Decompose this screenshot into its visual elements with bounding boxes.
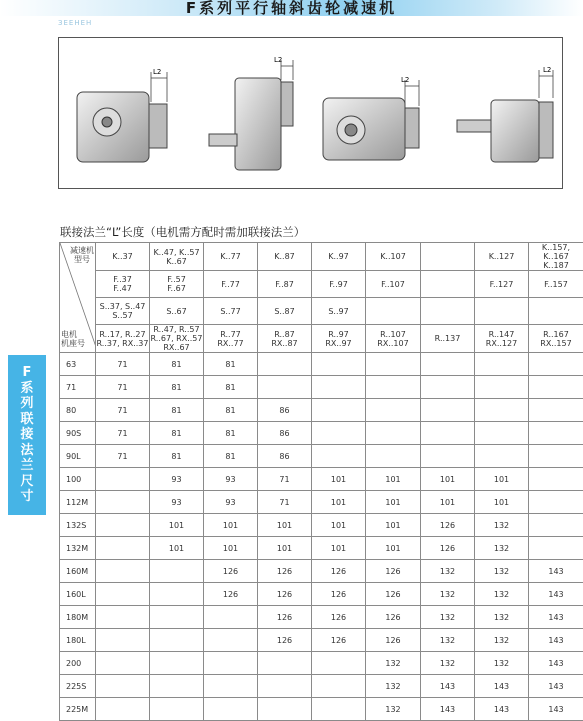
motor-frame-cell: 112M <box>60 491 96 514</box>
header-cell <box>150 325 204 353</box>
header-cell-text: R..147 RX..127 <box>485 329 518 348</box>
header-cell <box>529 325 583 353</box>
table-row <box>60 560 583 583</box>
header-cell <box>96 271 150 298</box>
flange-length-cell <box>96 629 150 652</box>
flange-length-cell: 132 <box>475 560 529 583</box>
flange-length-cell: 101 <box>366 468 421 491</box>
flange-length-cell: 71 <box>258 491 312 514</box>
header-cell-text: K..47, K..57 K..67 <box>153 247 200 266</box>
flange-length-cell <box>258 376 312 399</box>
flange-length-cell: 132 <box>475 537 529 560</box>
header-cell-text: R..87 RX..87 <box>271 329 298 348</box>
flange-length-cell <box>529 537 583 560</box>
reducer-f-drawing <box>209 56 293 170</box>
flange-length-cell: 126 <box>312 606 366 629</box>
motor-frame-cell: 200 <box>60 652 96 675</box>
flange-length-cell <box>312 399 366 422</box>
header-cell-text: F..37 F..47 <box>113 275 132 293</box>
side-tab-label <box>20 365 33 505</box>
side-tab-char: 列 <box>20 396 34 412</box>
header-cell <box>475 243 529 271</box>
flange-length-cell: 132 <box>475 629 529 652</box>
header-cell-text: K..97 <box>328 252 349 261</box>
flange-length-cell: 143 <box>421 698 475 721</box>
header-cell <box>475 325 529 353</box>
header-cell-text: F..127 <box>489 279 514 289</box>
header-row <box>60 325 583 353</box>
header-cell-text: K..37 <box>112 252 133 261</box>
table-row <box>60 629 583 652</box>
motor-frame-cell: 132M <box>60 537 96 560</box>
flange-length-cell <box>96 583 150 606</box>
header-cell-text: F..87 <box>275 279 294 289</box>
header-cell-text: S..97 <box>328 306 349 316</box>
flange-length-cell: 101 <box>312 514 366 537</box>
header-cell <box>96 325 150 353</box>
flange-length-cell <box>312 698 366 721</box>
side-tab-char: 接 <box>20 427 34 443</box>
header-cell <box>421 271 475 298</box>
header-cell <box>204 325 258 353</box>
header-cell <box>150 271 204 298</box>
header-cell <box>258 325 312 353</box>
flange-length-cell: 143 <box>475 698 529 721</box>
flange-length-cell: 101 <box>366 514 421 537</box>
header-cell-text: F..77 <box>221 279 240 289</box>
header-cell <box>96 243 150 271</box>
header-cell <box>366 298 421 325</box>
table-row <box>60 583 583 606</box>
flange-length-cell: 71 <box>96 353 150 376</box>
flange-length-cell <box>312 652 366 675</box>
motor-frame-cell: 90S <box>60 422 96 445</box>
flange-length-cell <box>150 629 204 652</box>
flange-length-cell <box>96 652 150 675</box>
flange-length-cell <box>96 675 150 698</box>
motor-frame-cell: 160M <box>60 560 96 583</box>
flange-length-cell <box>96 606 150 629</box>
header-cell-text: R..47, R..57 R..67, RX..57 RX..67 <box>150 325 203 352</box>
flange-length-cell <box>150 560 204 583</box>
flange-length-cell: 81 <box>150 445 204 468</box>
top-banner <box>0 0 583 16</box>
flange-length-cell: 143 <box>421 675 475 698</box>
flange-length-table <box>59 242 583 721</box>
flange-length-cell <box>204 698 258 721</box>
flange-length-cell <box>421 353 475 376</box>
flange-length-cell: 126 <box>366 629 421 652</box>
flange-length-cell: 132 <box>366 675 421 698</box>
flange-length-cell: 93 <box>150 491 204 514</box>
flange-length-cell <box>312 445 366 468</box>
l2-label-4: L2 <box>543 66 552 74</box>
header-cell-text: K..77 <box>220 252 241 261</box>
flange-length-cell <box>204 675 258 698</box>
header-cell <box>312 243 366 271</box>
corner-label-motor-frame: 电机 机座号 <box>61 330 85 348</box>
header-cell-text: F..157 <box>544 279 568 289</box>
header-cell-text: R..17, R..27 R..37, RX..37 <box>96 329 149 348</box>
flange-length-cell: 101 <box>366 491 421 514</box>
motor-frame-cell: 80 <box>60 399 96 422</box>
side-tab-char: 寸 <box>20 489 34 505</box>
flange-length-cell: 126 <box>312 560 366 583</box>
flange-length-cell <box>529 353 583 376</box>
side-tab-char: 兰 <box>20 458 34 474</box>
side-tab-char: 联 <box>20 411 34 427</box>
flange-length-cell <box>475 376 529 399</box>
flange-length-cell: 132 <box>475 652 529 675</box>
header-cell <box>150 298 204 325</box>
flange-length-cell: 101 <box>475 491 529 514</box>
flange-length-cell: 101 <box>258 514 312 537</box>
flange-length-cell <box>96 537 150 560</box>
header-cell <box>529 271 583 298</box>
flange-length-cell: 126 <box>421 514 475 537</box>
flange-length-cell <box>96 468 150 491</box>
flange-length-cell <box>204 606 258 629</box>
flange-length-cell: 81 <box>204 445 258 468</box>
flange-length-cell: 101 <box>312 537 366 560</box>
table-row <box>60 376 583 399</box>
motor-frame-cell: 71 <box>60 376 96 399</box>
flange-length-cell <box>258 698 312 721</box>
corner-label-reducer-model: 减速机 型号 <box>70 246 94 264</box>
flange-length-cell <box>366 353 421 376</box>
flange-length-cell: 143 <box>529 583 583 606</box>
header-cell <box>529 243 583 271</box>
header-cell <box>204 271 258 298</box>
flange-length-cell: 143 <box>529 675 583 698</box>
flange-length-cell <box>421 376 475 399</box>
motor-frame-cell: 180M <box>60 606 96 629</box>
flange-length-cell: 101 <box>258 537 312 560</box>
reducer-r-drawing <box>457 66 553 162</box>
header-cell-text: F..57 F..67 <box>167 275 186 293</box>
flange-length-cell: 71 <box>96 399 150 422</box>
table-row <box>60 537 583 560</box>
flange-length-cell: 132 <box>421 606 475 629</box>
flange-length-cell: 126 <box>258 560 312 583</box>
header-cell-text: R..77 RX..77 <box>217 329 244 348</box>
reducer-s-drawing <box>323 76 419 160</box>
flange-length-cell <box>529 445 583 468</box>
flange-length-cell: 81 <box>150 353 204 376</box>
header-cell <box>312 325 366 353</box>
flange-length-cell <box>529 468 583 491</box>
flange-length-cell <box>258 353 312 376</box>
header-cell <box>258 298 312 325</box>
flange-length-cell <box>475 353 529 376</box>
header-cell <box>475 298 529 325</box>
flange-length-cell: 132 <box>421 560 475 583</box>
side-tab-char: 系 <box>20 380 34 396</box>
side-tab-char: 尺 <box>20 473 34 489</box>
flange-length-cell: 86 <box>258 422 312 445</box>
header-row <box>60 271 583 298</box>
flange-length-cell <box>96 560 150 583</box>
flange-length-cell <box>150 606 204 629</box>
header-cell <box>421 325 475 353</box>
flange-length-cell: 93 <box>204 468 258 491</box>
header-cell <box>204 298 258 325</box>
header-cell-text: R..137 <box>434 334 461 343</box>
flange-length-cell: 101 <box>475 468 529 491</box>
flange-length-cell <box>529 491 583 514</box>
reducer-figure-panel <box>58 37 563 189</box>
flange-length-cell: 132 <box>421 629 475 652</box>
flange-length-cell <box>366 376 421 399</box>
flange-length-cell: 132 <box>475 514 529 537</box>
flange-length-cell: 71 <box>96 376 150 399</box>
flange-length-cell <box>204 652 258 675</box>
flange-length-cell: 132 <box>366 698 421 721</box>
header-row <box>60 243 583 271</box>
table-row <box>60 606 583 629</box>
flange-length-cell <box>312 353 366 376</box>
flange-length-cell: 101 <box>150 537 204 560</box>
header-cell <box>150 243 204 271</box>
header-cell <box>312 298 366 325</box>
flange-length-cell <box>421 399 475 422</box>
flange-length-cell: 126 <box>366 606 421 629</box>
table-row <box>60 675 583 698</box>
header-cell <box>475 271 529 298</box>
flange-length-cell: 101 <box>366 537 421 560</box>
flange-length-cell <box>366 445 421 468</box>
flange-length-cell: 93 <box>204 491 258 514</box>
header-cell <box>366 325 421 353</box>
flange-length-cell: 71 <box>258 468 312 491</box>
flange-length-cell: 143 <box>529 606 583 629</box>
header-cell <box>96 298 150 325</box>
flange-length-cell <box>312 422 366 445</box>
header-cell-text: R..167 RX..157 <box>540 329 572 348</box>
corner-header-cell <box>60 243 96 353</box>
header-cell-text: R..107 RX..107 <box>377 329 409 348</box>
flange-length-cell: 126 <box>366 583 421 606</box>
l2-label-2: L2 <box>274 56 283 64</box>
header-cell <box>258 271 312 298</box>
flange-length-cell: 126 <box>258 606 312 629</box>
flange-length-cell <box>150 583 204 606</box>
flange-length-cell <box>150 698 204 721</box>
header-cell <box>421 243 475 271</box>
flange-length-cell: 126 <box>204 560 258 583</box>
header-cell <box>204 243 258 271</box>
flange-length-cell: 126 <box>258 583 312 606</box>
table-row <box>60 468 583 491</box>
table-row <box>60 652 583 675</box>
flange-length-cell: 101 <box>150 514 204 537</box>
table-row <box>60 698 583 721</box>
flange-length-cell: 81 <box>204 422 258 445</box>
motor-frame-cell: 225M <box>60 698 96 721</box>
flange-length-cell <box>150 675 204 698</box>
header-cell-text: F..107 <box>381 279 405 289</box>
header-cell-text: S..77 <box>220 306 241 316</box>
table-row <box>60 399 583 422</box>
header-faint-text: ЗЕЕНЕН <box>58 19 93 27</box>
motor-frame-cell: 160L <box>60 583 96 606</box>
flange-length-cell <box>475 399 529 422</box>
flange-length-cell: 71 <box>96 422 150 445</box>
flange-length-cell <box>529 376 583 399</box>
table-row <box>60 422 583 445</box>
flange-length-cell <box>529 422 583 445</box>
flange-length-cell <box>258 675 312 698</box>
table-row <box>60 353 583 376</box>
header-cell <box>312 271 366 298</box>
motor-frame-cell: 132S <box>60 514 96 537</box>
flange-length-cell: 86 <box>258 445 312 468</box>
header-cell <box>258 243 312 271</box>
flange-length-cell <box>96 698 150 721</box>
flange-length-cell: 81 <box>150 422 204 445</box>
flange-length-cell: 101 <box>312 491 366 514</box>
flange-length-cell: 101 <box>204 514 258 537</box>
flange-length-cell <box>421 445 475 468</box>
reducer-drawings <box>59 38 562 188</box>
table-row <box>60 445 583 468</box>
flange-length-cell: 101 <box>421 468 475 491</box>
flange-length-cell: 143 <box>475 675 529 698</box>
header-cell-text: F..97 <box>329 279 348 289</box>
flange-length-cell <box>475 422 529 445</box>
flange-length-cell: 143 <box>529 652 583 675</box>
flange-length-cell: 126 <box>421 537 475 560</box>
flange-length-cell <box>204 629 258 652</box>
flange-length-cell: 71 <box>96 445 150 468</box>
header-cell <box>366 271 421 298</box>
motor-frame-cell: 225S <box>60 675 96 698</box>
flange-length-cell: 81 <box>204 399 258 422</box>
header-cell-text: S..37, S..47 S..57 <box>99 302 146 320</box>
header-cell-text: R..97 RX..97 <box>325 329 352 348</box>
side-tab <box>8 355 46 515</box>
header-cell-text: K..157, K..167 K..187 <box>541 243 571 270</box>
flange-length-cell: 126 <box>258 629 312 652</box>
side-tab-char: F <box>22 365 32 381</box>
flange-length-cell <box>529 514 583 537</box>
header-cell-text: S..87 <box>274 306 295 316</box>
flange-length-cell: 132 <box>475 606 529 629</box>
flange-length-cell: 126 <box>204 583 258 606</box>
flange-length-cell <box>529 399 583 422</box>
flange-length-cell: 81 <box>150 399 204 422</box>
flange-length-cell: 93 <box>150 468 204 491</box>
l2-label-1: L2 <box>153 68 162 76</box>
header-cell-text: K..127 <box>488 252 515 261</box>
flange-length-cell: 132 <box>421 583 475 606</box>
reducer-k-drawing <box>77 68 167 162</box>
flange-length-cell <box>96 514 150 537</box>
flange-length-cell: 81 <box>150 376 204 399</box>
flange-length-cell <box>366 422 421 445</box>
header-row <box>60 298 583 325</box>
header-cell <box>529 298 583 325</box>
motor-frame-cell: 180L <box>60 629 96 652</box>
table-row <box>60 491 583 514</box>
flange-length-cell <box>421 422 475 445</box>
flange-length-cell: 126 <box>312 629 366 652</box>
flange-length-cell <box>366 399 421 422</box>
flange-length-cell: 81 <box>204 353 258 376</box>
flange-length-cell: 126 <box>312 583 366 606</box>
header-cell-text: K..107 <box>380 252 406 261</box>
flange-length-cell <box>96 491 150 514</box>
motor-frame-cell: 100 <box>60 468 96 491</box>
flange-length-cell: 101 <box>421 491 475 514</box>
flange-length-cell <box>258 652 312 675</box>
flange-length-cell: 126 <box>366 560 421 583</box>
side-tab-char: 法 <box>20 442 34 458</box>
flange-length-cell <box>312 376 366 399</box>
page-title: F系列平行轴斜齿轮减速机 <box>185 0 398 17</box>
flange-length-cell: 143 <box>529 629 583 652</box>
flange-length-cell: 132 <box>421 652 475 675</box>
motor-frame-cell: 63 <box>60 353 96 376</box>
table-row <box>60 514 583 537</box>
flange-length-cell <box>150 652 204 675</box>
flange-length-cell: 132 <box>366 652 421 675</box>
header-cell-text: K..87 <box>274 252 295 261</box>
flange-length-cell: 132 <box>475 583 529 606</box>
flange-length-cell: 143 <box>529 560 583 583</box>
flange-length-cell: 81 <box>204 376 258 399</box>
flange-length-cell: 101 <box>312 468 366 491</box>
flange-length-cell: 86 <box>258 399 312 422</box>
section-title: 联接法兰“L”长度（电机需方配时需加联接法兰） <box>60 225 306 239</box>
header-cell-text: S..67 <box>166 306 187 316</box>
flange-length-cell <box>475 445 529 468</box>
l2-label-3: L2 <box>401 76 410 84</box>
flange-length-cell <box>312 675 366 698</box>
flange-length-cell: 143 <box>529 698 583 721</box>
header-cell <box>366 243 421 271</box>
flange-length-cell: 101 <box>204 537 258 560</box>
motor-frame-cell: 90L <box>60 445 96 468</box>
header-cell <box>421 298 475 325</box>
